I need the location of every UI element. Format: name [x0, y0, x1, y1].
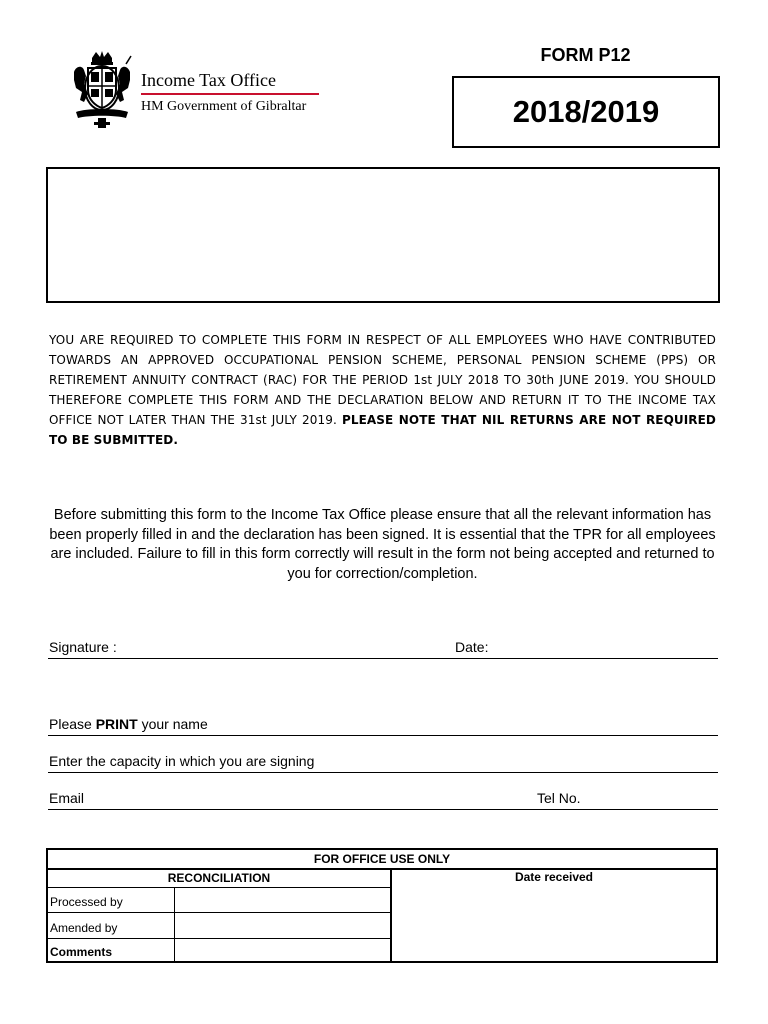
print-name-label	[49, 715, 208, 733]
office-use-title: FOR OFFICE USE ONLY	[48, 850, 716, 870]
capacity-label: Enter the capacity in which you are signing	[49, 753, 315, 769]
signature-label: Signature :	[49, 639, 117, 655]
notice-text: YOU ARE REQUIRED TO COMPLETE THIS FORM IN RESPECT OF ALL EMPLOYEES WHO HAVE CONTRIBUTED TOWARDS AN APPROVED OCCUPATIONAL PENSION SCHEME, PERSONAL PENSION SCHEME (PPS) OR RETIREMENT ANNUITY CONTRACT (RAC) FOR THE PERIOD 1st JULY 2018 TO 30th JUNE 2019. YOU SHOULD THEREFORE COMPLETE THIS FORM AND THE DECLARATION BELOW AND RETURN IT TO THE INCOME TAX OFFICE NOT LATER THAN THE 31st JULY 2019.	[49, 333, 716, 427]
print-bold: PRINT	[95, 716, 138, 732]
print-suffix: your name	[137, 716, 208, 732]
notice-paragraph	[49, 330, 716, 450]
table-inner-divider	[174, 887, 175, 963]
info-paragraph: Before submitting this form to the Income Tax Office please ensure that all the relevant information has been properly filled in and the declaration has been signed. It is essential that the TPR for all employees are included. Failure to fill in this form correctly will result in the form not being accepted and returned to you for correction/completion.	[49, 507, 716, 582]
logo-divider	[141, 93, 319, 95]
capacity-row[interactable]	[48, 754, 718, 773]
reconciliation-header: RECONCILIATION	[48, 870, 390, 888]
comments-label: Comments	[50, 945, 113, 959]
government-name: HM Government of Gibraltar	[141, 99, 307, 114]
tel-label: Tel No.	[537, 790, 581, 806]
office-name: Income Tax Office	[141, 70, 277, 90]
print-prefix: Please	[49, 716, 96, 732]
email-label: Email	[49, 790, 85, 806]
tax-year: 2018/2019	[512, 94, 660, 129]
tax-year-box	[452, 76, 720, 148]
form-number: FORM P12	[540, 45, 631, 65]
notice-bold-text: PLEASE NOTE THAT NIL RETURNS ARE NOT REQUIRED TO BE SUBMITTED.	[49, 413, 716, 447]
table-row-line	[48, 912, 390, 913]
processed-by-label: Processed by	[50, 895, 123, 909]
amended-by-label: Amended by	[50, 921, 118, 935]
signature-row[interactable]	[48, 640, 718, 659]
date-label: Date:	[455, 639, 489, 655]
employer-details-box[interactable]	[46, 167, 720, 303]
gibraltar-crest-logo	[70, 50, 134, 130]
print-name-row[interactable]	[48, 717, 718, 736]
date-received-label: Date received	[514, 870, 594, 884]
table-row-line	[48, 938, 390, 939]
email-row[interactable]	[48, 791, 718, 810]
office-use-table	[46, 848, 718, 963]
